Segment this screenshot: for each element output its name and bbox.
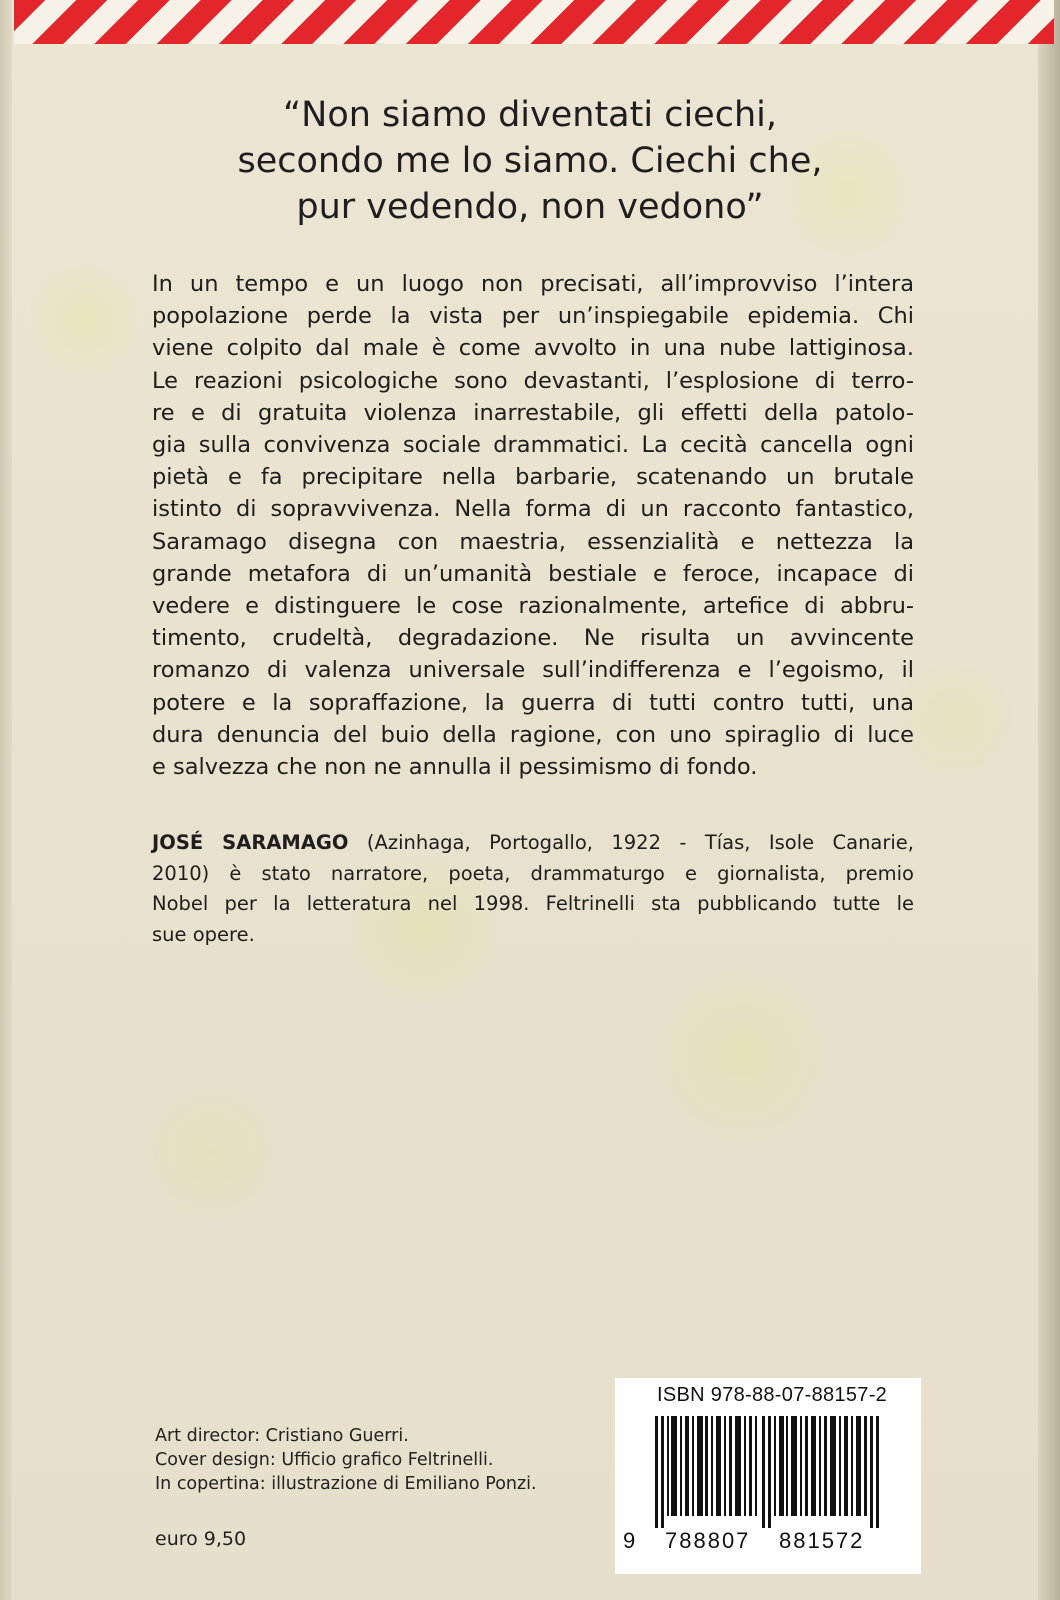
synopsis-line: istinto di sopravvivenza. Nella forma di un racconto fantastico, [152,496,914,523]
synopsis-line: viene colpito dal male è come avvolto in una nube lattiginosa. [152,335,914,362]
synopsis-line: In un tempo e un luogo non precisati, all’improvviso l’intera [152,271,914,297]
price-label: euro 9,50 [155,1528,247,1550]
cover-quote [120,92,940,230]
isbn-number: ISBN 978-88-07-88157-2 [657,1384,888,1406]
author-bio-line [152,828,914,859]
barcode-digit-group: 881572 [779,1528,865,1553]
author-name: JOSÉ SARAMAGO [152,831,349,854]
art-director-credit: Art director: Cristiano Guerri. [155,1426,409,1446]
synopsis-line: vedere e distinguere le cose razionalmente, artefice di abbru- [152,593,914,620]
cover-credits [155,1424,537,1496]
synopsis-line: grande metafora di un’umanità bestiale e feroce, incapace di [152,560,914,587]
quote-line: “Non siamo diventati ciechi, [283,95,777,135]
synopsis-line: popolazione perde la vista per un’inspiegabile epidemia. Chi [152,303,914,330]
author-bio-line: 2010) è stato narratore, poeta, drammaturgo e giornalista, premio [152,861,914,885]
quote-line: pur vedendo, non vedono” [296,187,764,227]
synopsis-line: romanzo di valenza universale sull’indifferenza e l’egoismo, il [152,657,914,684]
synopsis-line: timento, crudeltà, degradazione. Ne risulta un avvincente [152,625,914,652]
cover-right-edge [1038,0,1060,1600]
author-bio-line: sue opere. [152,922,255,946]
quote-line: secondo me lo siamo. Ciechi che, [237,141,823,181]
red-diagonal-stripe-band [14,0,1054,44]
synopsis-line: pietà e fa precipitare nella barbarie, scatenando un brutale [152,464,914,491]
synopsis-line: gia sulla convivenza sociale drammatici. La cecità cancella ogni [152,432,914,459]
barcode-lead-digit: 9 [623,1528,638,1553]
cover-illustration-credit: In copertina: illustrazione di Emiliano Ponzi. [155,1474,537,1494]
cover-design-credit: Cover design: Ufficio grafico Feltrinelli. [155,1450,494,1470]
synopsis-line: dura denuncia del buio della ragione, con uno spiraglio di luce [152,721,914,748]
author-bio [152,828,914,950]
synopsis-paragraph [152,268,914,783]
synopsis-line: re e di gratuita violenza inarrestabile, gli effetti della patolo- [152,399,914,426]
synopsis-line: e salvezza che non ne annulla il pessimismo di fondo. [152,754,758,781]
barcode-digit-group: 788807 [665,1528,751,1553]
synopsis-line: Saramago disegna con maestria, essenzialità e nettezza la [152,528,914,555]
synopsis-line: potere e la sopraffazione, la guerra di tutti contro tutti, una [152,689,914,716]
cover-left-edge [0,0,12,1600]
author-bio-birthplace: (Azinhaga, Portogallo, 1922 - Tías, Isole Canarie, [348,831,915,854]
synopsis-line: Le reazioni psicologiche sono devastanti, l’esplosione di terro- [152,367,914,394]
author-bio-line: Nobel per la letteratura nel 1998. Feltrinelli sta pubblicando tutte le [152,892,914,915]
barcode-icon [655,1416,883,1528]
isbn-barcode-label [615,1378,921,1574]
